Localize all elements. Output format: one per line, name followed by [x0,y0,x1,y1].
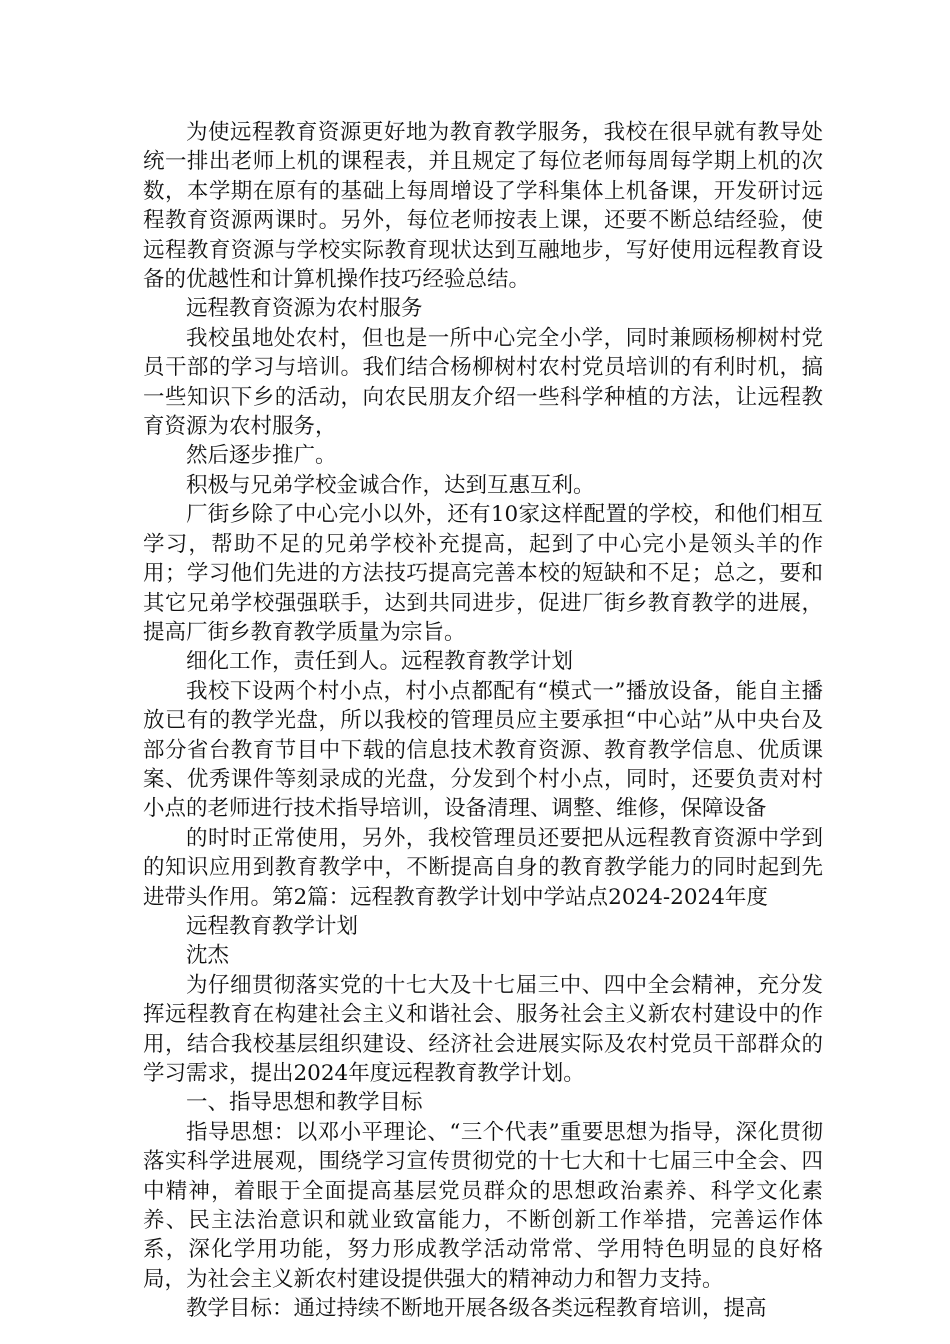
paragraph-4: 然后逐步推广。 [186,443,337,469]
section-title: 远程教育教学计划 [186,913,359,939]
paragraph-1: 为使远程教育资源更好地为教育教学服务，我校在很早就有教导处统一排出老师上机的课程表，并且规定了每位老师每周每学期上机的次数，本学期在原有的基础上每周增设了学科集体上机备课，开发研讨远程教育资源两课时。另外，每位老师按表上课，还要不断总结经验，使远程教育资源与学校实际教育现状达到互融地步，写好使用远程教育设备的优越性和计算机操作技巧经验总结。 [143,120,823,293]
paragraph-8: 我校下设两个村小点，村小点都配有“模式一”播放设备，能自主播放已有的教学光盘，所以我校的管理员应主要承担“中心站”从中央台及部分省台教育节目中下载的信息技术教育资源、教育教学信息、优质课案、优秀课件等刻录成的光盘，分发到个村小点，同时，还要负责对村小点的老师进行技术指导培训，设备清理、调整、维修，保障设备 [143,678,823,822]
author-name: 沈杰 [186,943,230,969]
paragraph-7: 细化工作，责任到人。远程教育教学计划 [186,649,574,675]
paragraph-15: 教学目标：通过持续不断地开展各级各类远程教育培训，提高 [186,1296,767,1322]
heading-guiding-ideas: 一、指导思想和教学目标 [186,1090,423,1116]
paragraph-2-heading: 远程教育资源为农村服务 [186,296,423,322]
paragraph-5: 积极与兄弟学校金诚合作，达到互惠互利。 [186,472,595,498]
paragraph-12: 为仔细贯彻落实党的十七大及十七届三中、四中全会精神，充分发挥远程教育在构建社会主义和谐社会、服务社会主义新农村建设中的作用，结合我校基层组织建设、经济社会进展实际及农村党员干部群众的学习需求，提出2024年度远程教育教学计划。 [143,972,823,1086]
document-body [143,118,823,1324]
paragraph-3: 我校虽地处农村，但也是一所中心完全小学，同时兼顾杨柳树村党员干部的学习与培训。我们结合杨柳树村农村党员培训的有利时机，搞一些知识下乡的活动，向农民朋友介绍一些科学种植的方法，让远程教育资源为农村服务， [143,325,823,440]
paragraph-9: 的时时正常使用，另外，我校管理员还要把从远程教育资源中学到的知识应用到教育教学中，不断提高自身的教育教学能力的同时起到先进带头作用。第2篇：远程教育教学计划中学站点2024-2024年度 [143,825,823,910]
paragraph-6: 厂街乡除了中心完小以外，还有10家这样配置的学校，和他们相互学习，帮助不足的兄弟学校补充提高，起到了中心完小是领头羊的作用；学习他们先进的方法技巧提高完善本校的短缺和不足；总之，要和其它兄弟学校强强联手，达到共同进步，促进厂街乡教育教学的进展，提高厂街乡教育教学质量为宗旨。 [143,502,823,645]
paragraph-14: 指导思想：以邓小平理论、“三个代表”重要思想为指导，深化贯彻落实科学进展观，围绕学习宣传贯彻党的十七大和十七届三中全会、四中精神，着眼于全面提高基层党员群众的思想政治素养、科学文化素养、民主法治意识和就业致富能力，不断创新工作举措，完善运作体系，深化学用功能，努力形成教学活动常常、学用特色明显的良好格局，为社会主义新农村建设提供强大的精神动力和智力支持。 [143,1119,823,1292]
